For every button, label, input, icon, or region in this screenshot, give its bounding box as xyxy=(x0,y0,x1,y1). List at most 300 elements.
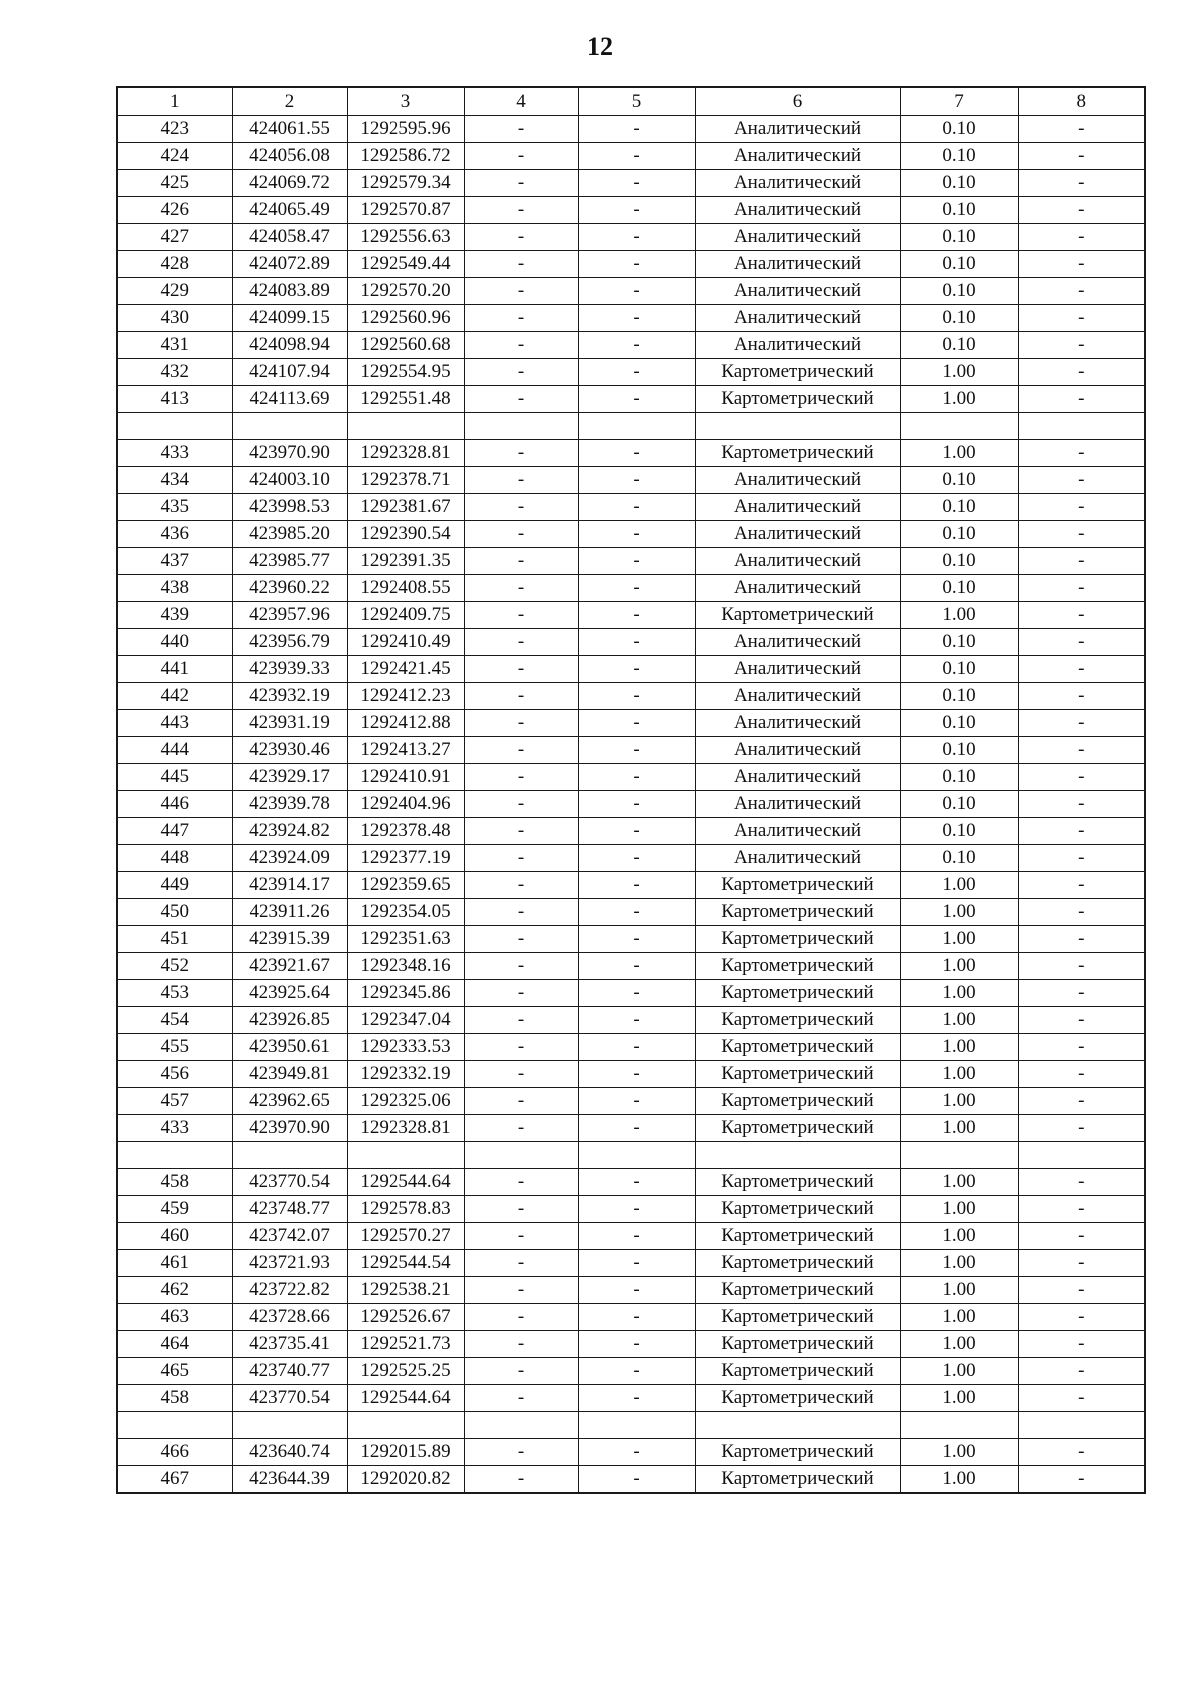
column-8-cell: - xyxy=(1018,224,1145,251)
column-8-cell: - xyxy=(1018,926,1145,953)
separator-row xyxy=(117,1412,1145,1439)
column-4-cell: - xyxy=(464,224,578,251)
column-4-cell: - xyxy=(464,467,578,494)
accuracy-cell: 1.00 xyxy=(900,953,1018,980)
column-5-cell: - xyxy=(578,764,695,791)
point-number-cell: 459 xyxy=(117,1196,232,1223)
accuracy-cell: 0.10 xyxy=(900,791,1018,818)
table-row xyxy=(117,656,1145,683)
y-coordinate-cell: 1292404.96 xyxy=(347,791,464,818)
method-cell: Аналитический xyxy=(695,224,900,251)
method-cell: Картометрический xyxy=(695,359,900,386)
x-coordinate-cell: 424107.94 xyxy=(232,359,347,386)
point-number-cell: 436 xyxy=(117,521,232,548)
column-5-cell: - xyxy=(578,1358,695,1385)
method-cell: Картометрический xyxy=(695,440,900,467)
accuracy-cell: 1.00 xyxy=(900,1088,1018,1115)
method-cell: Аналитический xyxy=(695,251,900,278)
y-coordinate-cell: 1292412.23 xyxy=(347,683,464,710)
column-4-cell: - xyxy=(464,1331,578,1358)
column-8-cell: - xyxy=(1018,1196,1145,1223)
column-4-cell: - xyxy=(464,116,578,143)
accuracy-cell: 0.10 xyxy=(900,116,1018,143)
method-cell xyxy=(695,1412,900,1439)
column-4-cell: - xyxy=(464,1088,578,1115)
column-4-cell: - xyxy=(464,1358,578,1385)
column-8-cell: - xyxy=(1018,359,1145,386)
y-coordinate-cell: 1292544.64 xyxy=(347,1169,464,1196)
column-8-cell: - xyxy=(1018,899,1145,926)
y-coordinate-cell: 1292521.73 xyxy=(347,1331,464,1358)
method-cell: Аналитический xyxy=(695,305,900,332)
column-5-cell: - xyxy=(578,1331,695,1358)
accuracy-cell: 0.10 xyxy=(900,683,1018,710)
point-number-cell: 453 xyxy=(117,980,232,1007)
table-row xyxy=(117,278,1145,305)
column-5-cell: - xyxy=(578,872,695,899)
method-cell: Картометрический xyxy=(695,1304,900,1331)
accuracy-cell: 0.10 xyxy=(900,251,1018,278)
column-8-cell: - xyxy=(1018,629,1145,656)
column-5-cell: - xyxy=(578,386,695,413)
accuracy-cell: 0.10 xyxy=(900,710,1018,737)
method-cell: Картометрический xyxy=(695,1196,900,1223)
accuracy-cell: 1.00 xyxy=(900,1385,1018,1412)
x-coordinate-cell: 423925.64 xyxy=(232,980,347,1007)
x-coordinate-cell: 424061.55 xyxy=(232,116,347,143)
accuracy-cell xyxy=(900,1142,1018,1169)
column-8-cell: - xyxy=(1018,818,1145,845)
point-number-cell: 441 xyxy=(117,656,232,683)
x-coordinate-cell: 424113.69 xyxy=(232,386,347,413)
table-row xyxy=(117,521,1145,548)
x-coordinate-cell: 423740.77 xyxy=(232,1358,347,1385)
column-5-cell: - xyxy=(578,521,695,548)
accuracy-cell: 0.10 xyxy=(900,845,1018,872)
y-coordinate-cell: 1292579.34 xyxy=(347,170,464,197)
x-coordinate-cell: 423929.17 xyxy=(232,764,347,791)
column-4-cell: - xyxy=(464,926,578,953)
column-8-cell: - xyxy=(1018,1385,1145,1412)
table-row xyxy=(117,602,1145,629)
point-number-cell: 460 xyxy=(117,1223,232,1250)
column-4-cell: - xyxy=(464,764,578,791)
x-coordinate-cell: 424099.15 xyxy=(232,305,347,332)
method-cell: Картометрический xyxy=(695,1115,900,1142)
column-5-cell: - xyxy=(578,1196,695,1223)
column-4-cell: - xyxy=(464,251,578,278)
x-coordinate-cell xyxy=(232,1142,347,1169)
column-8-cell: - xyxy=(1018,737,1145,764)
accuracy-cell: 1.00 xyxy=(900,926,1018,953)
accuracy-cell xyxy=(900,1412,1018,1439)
accuracy-cell: 1.00 xyxy=(900,1223,1018,1250)
accuracy-cell: 0.10 xyxy=(900,305,1018,332)
column-8-cell: - xyxy=(1018,494,1145,521)
x-coordinate-cell: 423956.79 xyxy=(232,629,347,656)
column-header: 1 xyxy=(117,87,232,116)
column-8-cell: - xyxy=(1018,521,1145,548)
column-8-cell: - xyxy=(1018,170,1145,197)
x-coordinate-cell: 423939.33 xyxy=(232,656,347,683)
y-coordinate-cell: 1292526.67 xyxy=(347,1304,464,1331)
column-4-cell: - xyxy=(464,170,578,197)
column-4-cell: - xyxy=(464,1223,578,1250)
column-5-cell: - xyxy=(578,845,695,872)
x-coordinate-cell: 423949.81 xyxy=(232,1061,347,1088)
x-coordinate-cell: 423748.77 xyxy=(232,1196,347,1223)
column-4-cell: - xyxy=(464,548,578,575)
column-4-cell: - xyxy=(464,305,578,332)
column-5-cell: - xyxy=(578,494,695,521)
point-number-cell: 461 xyxy=(117,1250,232,1277)
point-number-cell: 439 xyxy=(117,602,232,629)
column-4-cell: - xyxy=(464,1007,578,1034)
column-8-cell: - xyxy=(1018,1304,1145,1331)
point-number-cell: 435 xyxy=(117,494,232,521)
table-row xyxy=(117,386,1145,413)
accuracy-cell: 1.00 xyxy=(900,1358,1018,1385)
table-row xyxy=(117,818,1145,845)
column-5-cell: - xyxy=(578,1277,695,1304)
x-coordinate-cell: 424003.10 xyxy=(232,467,347,494)
y-coordinate-cell: 1292345.86 xyxy=(347,980,464,1007)
accuracy-cell: 1.00 xyxy=(900,980,1018,1007)
accuracy-cell: 1.00 xyxy=(900,1304,1018,1331)
table-row xyxy=(117,764,1145,791)
column-8-cell: - xyxy=(1018,764,1145,791)
accuracy-cell: 1.00 xyxy=(900,1034,1018,1061)
column-4-cell: - xyxy=(464,710,578,737)
column-5-cell: - xyxy=(578,656,695,683)
y-coordinate-cell: 1292538.21 xyxy=(347,1277,464,1304)
table-row xyxy=(117,1466,1145,1494)
table-row xyxy=(117,980,1145,1007)
column-4-cell: - xyxy=(464,197,578,224)
column-5-cell: - xyxy=(578,359,695,386)
column-4-cell: - xyxy=(464,683,578,710)
x-coordinate-cell: 423932.19 xyxy=(232,683,347,710)
column-8-cell: - xyxy=(1018,872,1145,899)
y-coordinate-cell xyxy=(347,1412,464,1439)
column-4-cell: - xyxy=(464,1196,578,1223)
column-5-cell: - xyxy=(578,791,695,818)
column-5-cell: - xyxy=(578,575,695,602)
point-number-cell: 450 xyxy=(117,899,232,926)
column-5-cell: - xyxy=(578,1466,695,1494)
x-coordinate-cell xyxy=(232,413,347,440)
method-cell: Картометрический xyxy=(695,1277,900,1304)
y-coordinate-cell: 1292351.63 xyxy=(347,926,464,953)
column-8-cell xyxy=(1018,1412,1145,1439)
method-cell: Аналитический xyxy=(695,332,900,359)
point-number-cell: 454 xyxy=(117,1007,232,1034)
x-coordinate-cell: 423770.54 xyxy=(232,1385,347,1412)
y-coordinate-cell: 1292570.27 xyxy=(347,1223,464,1250)
table-row xyxy=(117,1196,1145,1223)
accuracy-cell: 0.10 xyxy=(900,278,1018,305)
method-cell: Аналитический xyxy=(695,116,900,143)
y-coordinate-cell: 1292595.96 xyxy=(347,116,464,143)
column-8-cell xyxy=(1018,413,1145,440)
column-5-cell: - xyxy=(578,629,695,656)
table-row xyxy=(117,1277,1145,1304)
y-coordinate-cell: 1292560.68 xyxy=(347,332,464,359)
column-8-cell: - xyxy=(1018,305,1145,332)
x-coordinate-cell: 423644.39 xyxy=(232,1466,347,1494)
accuracy-cell: 1.00 xyxy=(900,1115,1018,1142)
column-4-cell: - xyxy=(464,1250,578,1277)
y-coordinate-cell: 1292421.45 xyxy=(347,656,464,683)
x-coordinate-cell: 423924.82 xyxy=(232,818,347,845)
table-row xyxy=(117,548,1145,575)
column-5-cell: - xyxy=(578,710,695,737)
method-cell: Картометрический xyxy=(695,1169,900,1196)
column-8-cell: - xyxy=(1018,656,1145,683)
column-4-cell: - xyxy=(464,143,578,170)
table-row xyxy=(117,224,1145,251)
y-coordinate-cell: 1292328.81 xyxy=(347,440,464,467)
point-number-cell xyxy=(117,1142,232,1169)
column-4-cell: - xyxy=(464,332,578,359)
y-coordinate-cell: 1292015.89 xyxy=(347,1439,464,1466)
column-4-cell: - xyxy=(464,1034,578,1061)
column-8-cell: - xyxy=(1018,1088,1145,1115)
column-5-cell: - xyxy=(578,602,695,629)
method-cell: Картометрический xyxy=(695,386,900,413)
method-cell: Аналитический xyxy=(695,197,900,224)
point-number-cell: 442 xyxy=(117,683,232,710)
column-4-cell: - xyxy=(464,980,578,1007)
table-row xyxy=(117,1223,1145,1250)
y-coordinate-cell: 1292348.16 xyxy=(347,953,464,980)
point-number-cell: 447 xyxy=(117,818,232,845)
table-row xyxy=(117,1250,1145,1277)
accuracy-cell: 1.00 xyxy=(900,1277,1018,1304)
method-cell: Аналитический xyxy=(695,278,900,305)
method-cell: Аналитический xyxy=(695,710,900,737)
column-4-cell: - xyxy=(464,494,578,521)
accuracy-cell: 0.10 xyxy=(900,197,1018,224)
table-row xyxy=(117,1007,1145,1034)
column-5-cell: - xyxy=(578,1007,695,1034)
column-8-cell: - xyxy=(1018,683,1145,710)
x-coordinate-cell: 423931.19 xyxy=(232,710,347,737)
table-row xyxy=(117,683,1145,710)
accuracy-cell xyxy=(900,413,1018,440)
table-row xyxy=(117,1331,1145,1358)
column-4-cell: - xyxy=(464,1304,578,1331)
column-4-cell: - xyxy=(464,575,578,602)
x-coordinate-cell: 424072.89 xyxy=(232,251,347,278)
table-row xyxy=(117,251,1145,278)
column-8-cell: - xyxy=(1018,1358,1145,1385)
method-cell: Картометрический xyxy=(695,1223,900,1250)
column-header: 4 xyxy=(464,87,578,116)
accuracy-cell: 0.10 xyxy=(900,224,1018,251)
accuracy-cell: 1.00 xyxy=(900,1007,1018,1034)
point-number-cell: 425 xyxy=(117,170,232,197)
column-8-cell: - xyxy=(1018,1061,1145,1088)
accuracy-cell: 1.00 xyxy=(900,440,1018,467)
y-coordinate-cell: 1292409.75 xyxy=(347,602,464,629)
accuracy-cell: 1.00 xyxy=(900,872,1018,899)
column-header: 7 xyxy=(900,87,1018,116)
x-coordinate-cell: 423921.67 xyxy=(232,953,347,980)
method-cell: Аналитический xyxy=(695,737,900,764)
column-8-cell: - xyxy=(1018,1466,1145,1494)
column-8-cell: - xyxy=(1018,1115,1145,1142)
accuracy-cell: 0.10 xyxy=(900,737,1018,764)
point-number-cell: 448 xyxy=(117,845,232,872)
accuracy-cell: 1.00 xyxy=(900,1466,1018,1494)
column-8-cell: - xyxy=(1018,1223,1145,1250)
column-8-cell: - xyxy=(1018,953,1145,980)
y-coordinate-cell: 1292359.65 xyxy=(347,872,464,899)
column-header: 8 xyxy=(1018,87,1145,116)
column-8-cell: - xyxy=(1018,548,1145,575)
y-coordinate-cell: 1292554.95 xyxy=(347,359,464,386)
x-coordinate-cell: 423950.61 xyxy=(232,1034,347,1061)
x-coordinate-cell: 423728.66 xyxy=(232,1304,347,1331)
x-coordinate-cell: 423985.77 xyxy=(232,548,347,575)
column-header: 6 xyxy=(695,87,900,116)
accuracy-cell: 1.00 xyxy=(900,1439,1018,1466)
table-row xyxy=(117,1115,1145,1142)
y-coordinate-cell: 1292325.06 xyxy=(347,1088,464,1115)
accuracy-cell: 0.10 xyxy=(900,629,1018,656)
accuracy-cell: 1.00 xyxy=(900,1169,1018,1196)
method-cell: Аналитический xyxy=(695,575,900,602)
table-row xyxy=(117,629,1145,656)
column-4-cell xyxy=(464,1412,578,1439)
column-5-cell: - xyxy=(578,440,695,467)
column-8-cell: - xyxy=(1018,1007,1145,1034)
accuracy-cell: 1.00 xyxy=(900,1061,1018,1088)
accuracy-cell: 0.10 xyxy=(900,764,1018,791)
table-row xyxy=(117,116,1145,143)
y-coordinate-cell: 1292020.82 xyxy=(347,1466,464,1494)
column-4-cell: - xyxy=(464,1466,578,1494)
column-4-cell: - xyxy=(464,1277,578,1304)
table-row xyxy=(117,197,1145,224)
method-cell: Аналитический xyxy=(695,548,900,575)
accuracy-cell: 0.10 xyxy=(900,521,1018,548)
method-cell: Картометрический xyxy=(695,602,900,629)
column-4-cell: - xyxy=(464,1439,578,1466)
column-5-cell: - xyxy=(578,1061,695,1088)
x-coordinate-cell: 424069.72 xyxy=(232,170,347,197)
column-header: 3 xyxy=(347,87,464,116)
y-coordinate-cell: 1292410.91 xyxy=(347,764,464,791)
y-coordinate-cell: 1292544.54 xyxy=(347,1250,464,1277)
column-4-cell: - xyxy=(464,278,578,305)
column-5-cell: - xyxy=(578,926,695,953)
column-8-cell: - xyxy=(1018,1034,1145,1061)
column-5-cell: - xyxy=(578,143,695,170)
method-cell: Аналитический xyxy=(695,791,900,818)
table-row xyxy=(117,845,1145,872)
point-number-cell: 451 xyxy=(117,926,232,953)
y-coordinate-cell: 1292549.44 xyxy=(347,251,464,278)
y-coordinate-cell: 1292413.27 xyxy=(347,737,464,764)
y-coordinate-cell: 1292556.63 xyxy=(347,224,464,251)
method-cell: Картометрический xyxy=(695,1331,900,1358)
column-5-cell: - xyxy=(578,1223,695,1250)
y-coordinate-cell: 1292328.81 xyxy=(347,1115,464,1142)
x-coordinate-cell: 423924.09 xyxy=(232,845,347,872)
point-number-cell: 457 xyxy=(117,1088,232,1115)
method-cell: Картометрический xyxy=(695,1439,900,1466)
column-5-cell: - xyxy=(578,548,695,575)
column-8-cell: - xyxy=(1018,251,1145,278)
x-coordinate-cell: 423970.90 xyxy=(232,440,347,467)
method-cell: Картометрический xyxy=(695,980,900,1007)
table-row xyxy=(117,332,1145,359)
method-cell: Картометрический xyxy=(695,899,900,926)
column-5-cell: - xyxy=(578,1250,695,1277)
column-8-cell: - xyxy=(1018,980,1145,1007)
method-cell: Картометрический xyxy=(695,1466,900,1494)
y-coordinate-cell: 1292354.05 xyxy=(347,899,464,926)
point-number-cell: 445 xyxy=(117,764,232,791)
method-cell: Аналитический xyxy=(695,494,900,521)
y-coordinate-cell: 1292377.19 xyxy=(347,845,464,872)
y-coordinate-cell xyxy=(347,413,464,440)
column-8-cell xyxy=(1018,1142,1145,1169)
x-coordinate-cell: 423735.41 xyxy=(232,1331,347,1358)
column-8-cell: - xyxy=(1018,1277,1145,1304)
table-row xyxy=(117,791,1145,818)
column-4-cell: - xyxy=(464,845,578,872)
method-cell: Картометрический xyxy=(695,1007,900,1034)
column-5-cell: - xyxy=(578,1385,695,1412)
column-5-cell: - xyxy=(578,467,695,494)
column-8-cell: - xyxy=(1018,845,1145,872)
x-coordinate-cell: 423640.74 xyxy=(232,1439,347,1466)
y-coordinate-cell: 1292586.72 xyxy=(347,143,464,170)
x-coordinate-cell: 423770.54 xyxy=(232,1169,347,1196)
y-coordinate-cell: 1292378.71 xyxy=(347,467,464,494)
table-row xyxy=(117,1061,1145,1088)
y-coordinate-cell: 1292390.54 xyxy=(347,521,464,548)
y-coordinate-cell: 1292332.19 xyxy=(347,1061,464,1088)
y-coordinate-cell: 1292378.48 xyxy=(347,818,464,845)
column-5-cell: - xyxy=(578,737,695,764)
point-number-cell: 438 xyxy=(117,575,232,602)
y-coordinate-cell xyxy=(347,1142,464,1169)
method-cell: Аналитический xyxy=(695,143,900,170)
column-5-cell xyxy=(578,1412,695,1439)
column-5-cell: - xyxy=(578,683,695,710)
column-4-cell xyxy=(464,1142,578,1169)
column-8-cell: - xyxy=(1018,278,1145,305)
column-4-cell: - xyxy=(464,737,578,764)
table-row xyxy=(117,440,1145,467)
method-cell: Картометрический xyxy=(695,926,900,953)
point-number-cell: 437 xyxy=(117,548,232,575)
table-row xyxy=(117,305,1145,332)
column-5-cell: - xyxy=(578,818,695,845)
y-coordinate-cell: 1292347.04 xyxy=(347,1007,464,1034)
point-number-cell: 466 xyxy=(117,1439,232,1466)
point-number-cell: 456 xyxy=(117,1061,232,1088)
point-number-cell: 434 xyxy=(117,467,232,494)
point-number-cell: 455 xyxy=(117,1034,232,1061)
method-cell xyxy=(695,413,900,440)
column-4-cell: - xyxy=(464,359,578,386)
point-number-cell: 449 xyxy=(117,872,232,899)
